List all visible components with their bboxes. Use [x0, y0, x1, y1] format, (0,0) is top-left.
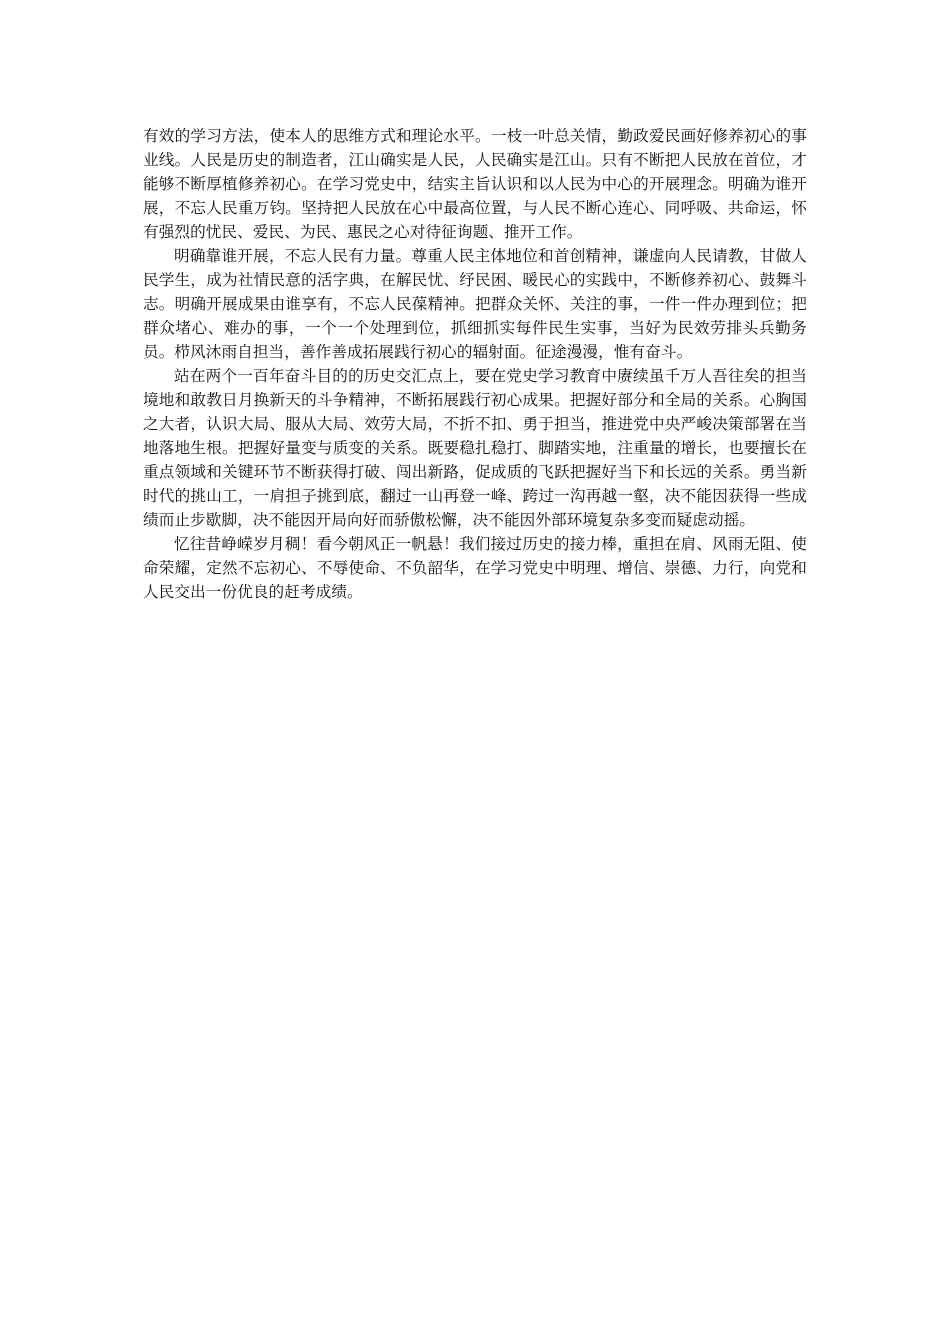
paragraph-4: 忆往昔峥嵘岁月稠！看今朝风正一帆悬！我们接过历史的接力棒，重担在肩、风雨无阻、使命荣耀，定然不忘初心、不辱使命、不负韶华，在学习党史中明理、增信、崇德、力行，向党和人民交出一份优良的赶考成绩。 [143, 535, 807, 601]
document-body [143, 124, 807, 604]
paragraph-2: 明确靠谁开展，不忘人民有力量。尊重人民主体地位和首创精神，谦虚向人民请教，甘做人民学生，成为社情民意的活字典，在解民忧、纾民困、暖民心的实践中，不断修养初心、鼓舞斗志。明确开展成果由谁享有，不忘人民葆精神。把群众关怀、关注的事，一件一件办理到位；把群众堵心、难办的事，一个一个处理到位，抓细抓实每件民生实事，当好为民效劳排头兵勤务员。栉风沐雨自担当，善作善成拓展践行初心的辐射面。征途漫漫，惟有奋斗。 [143, 247, 807, 361]
paragraph-1: 有效的学习方法，使本人的思维方式和理论水平。一枝一叶总关情，勤政爱民画好修养初心的事业线。人民是历史的制造者，江山确实是人民，人民确实是江山。只有不断把人民放在首位，才能够不断厚植修养初心。在学习党史中，结实主旨认识和以人民为中心的开展理念。明确为谁开展，不忘人民重万钧。坚持把人民放在心中最高位置，与人民不断心连心、同呼吸、共命运，怀有强烈的忧民、爱民、为民、惠民之心对待征询题、推开工作。 [143, 127, 807, 241]
paragraph-3: 站在两个一百年奋斗目的的历史交汇点上，要在党史学习教育中赓续虽千万人吾往矣的担当境地和敢教日月换新天的斗争精神，不断拓展践行初心成果。把握好部分和全局的关系。心胸国之大者，认识大局、服从大局、效劳大局，不折不扣、勇于担当，推进党中央严峻决策部署在当地落地生根。把握好量变与质变的关系。既要稳扎稳打、脚踏实地，注重量的增长，也要擅长在重点领域和关键环节不断获得打破、闯出新路，促成质的飞跃把握好当下和长远的关系。勇当新时代的挑山工，一肩担子挑到底，翻过一山再登一峰、跨过一沟再越一壑，决不能因获得一些成绩而止步歇脚，决不能因开局向好而骄傲松懈，决不能因外部环境复杂多变而疑虑动摇。 [143, 367, 807, 529]
